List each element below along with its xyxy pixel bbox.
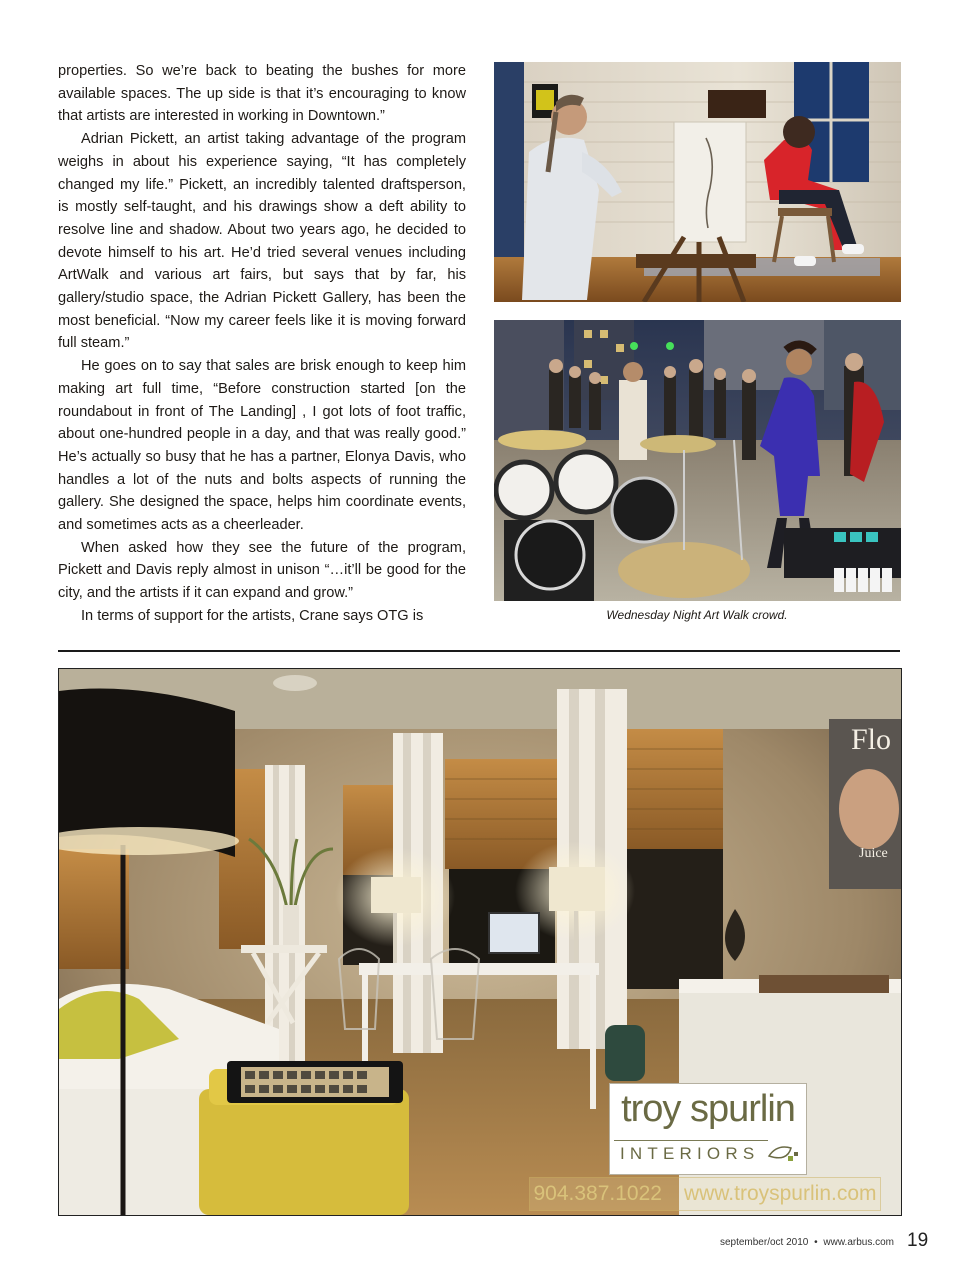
article-paragraph: He goes on to say that sales are brisk enough to keep him making art full time, “Before construction started [on the roundabout in front of The Landing] , I got lots of foot traffic, about one-hundred people in a day, and that was really good.” He’s actually so busy that he has a partner, Elonya Davis, who handles a lot of the nuts and bolts aspects of running the gallery. She designed the space, helps him coordinate events, and sometimes acts as a cheerleader. <box>58 358 466 534</box>
article-paragraph: In terms of support for the artists, Crane says OTG is <box>81 607 424 624</box>
poster-title: Flo <box>851 723 892 756</box>
leaf-logo-icon <box>766 1142 800 1168</box>
brand-name: troy spurlin <box>621 1088 795 1130</box>
ad-website-link[interactable]: www.troyspurlin.com <box>683 1182 877 1205</box>
photo-caption: Wednesday Night Art Walk crowd. <box>606 608 788 622</box>
logo-divider <box>614 1140 768 1141</box>
brand-subtitle: INTERIORS <box>620 1144 760 1163</box>
footer-separator: • <box>814 1237 818 1248</box>
article-paragraph: Adrian Pickett, an artist taking advantage of the program weighs in about his experience saying, “It has completely changed my life.” Pickett, an incredibly talented draftsperson, is mostly self-taught, and his drawings show a deft ability to resolve line and shadow. About two years ago, he decided to devote himself to his art. He’d tried several venues including ArtWalk and various art fairs, but says that by far, his gallery/studio space, the Adrian Pickett Gallery, has been the most beneficial. “Now my career feels like it is moving forward full steam.” <box>58 131 466 352</box>
section-divider <box>58 650 900 652</box>
brand-logo <box>609 1083 807 1175</box>
interiors-advertisement <box>58 668 902 1216</box>
ad-phone: 904.387.1022 <box>533 1182 662 1205</box>
art-walk-crowd-photo <box>494 320 901 601</box>
poster-subtitle: Juice <box>859 846 888 861</box>
article-body <box>58 60 466 628</box>
publication-url[interactable]: www.arbus.com <box>823 1237 894 1248</box>
page-number: 19 <box>907 1230 929 1251</box>
article-paragraph: properties. So we’re back to beating the bushes for more available spaces. The up side is that it’s encouraging to know that artists are interested in working in Downtown.” <box>58 63 466 125</box>
artist-studio-photo <box>494 62 901 302</box>
issue-date: september/oct 2010 <box>719 1237 809 1248</box>
ad-contact-bar <box>529 1177 881 1211</box>
page-footer <box>720 1237 894 1248</box>
article-paragraph: When asked how they see the future of the program, Pickett and Davis reply almost in unison “…it’ll be good for the city, and the artists if it can expand and grow.” <box>58 539 466 602</box>
